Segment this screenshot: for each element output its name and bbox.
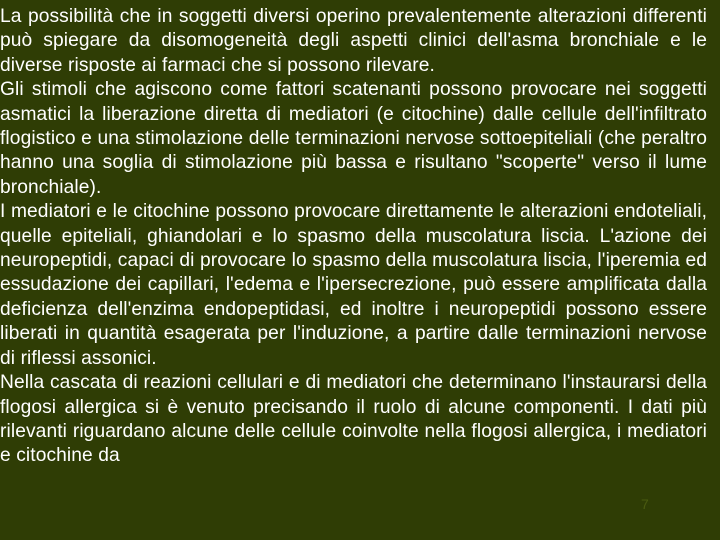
paragraph-4: Nella cascata di reazioni cellulari e di mediatori che determinano l'instaurarsi della flogosi allergica si è venuto precisando il ruolo di alcune componenti. I dati più rilevanti riguardano alcune delle cellule coinvolte nella flogosi allergica, i mediatori e citochine da [0,372,707,467]
paragraph-1: La possibilità che in soggetti diversi operino prevalentemente alterazioni differenti può spiegare da disomogeneità degli aspetti clinici dell'asma bronchiale e le diverse risposte ai farmaci che si possono rilevare. [0,6,707,76]
paragraph-3: I mediatori e le citochine possono provocare direttamente le alterazioni endoteliali, quelle epiteliali, ghiandolari e lo spasmo della muscolatura liscia. L'azione dei neuropeptidi, capaci di provocare lo spasmo della muscolatura liscia, l'iperemia ed essudazione dei capillari, l'edema e l'ipersecrezione, può essere amplificata dalla deficienza dell'enzima endopeptidasi, ed inoltre i neuropeptidi possono essere liberati in quantità esagerata per l'induzione, a partire dalle terminazioni nervose di riflessi assonici. [0,201,707,369]
page-number: 7 [641,496,649,512]
body-text [0,5,707,469]
paragraph-2: Gli stimoli che agiscono come fattori scatenanti possono provocare nei soggetti asmatici la liberazione diretta di mediatori (e citochine) dalle cellule dell'infiltrato flogistico e una stimolazione delle terminazioni nervose sottoepiteliali (che peraltro hanno una soglia di stimolazione più bassa e risultano "scoperte" verso il lume bronchiale). [0,79,707,198]
